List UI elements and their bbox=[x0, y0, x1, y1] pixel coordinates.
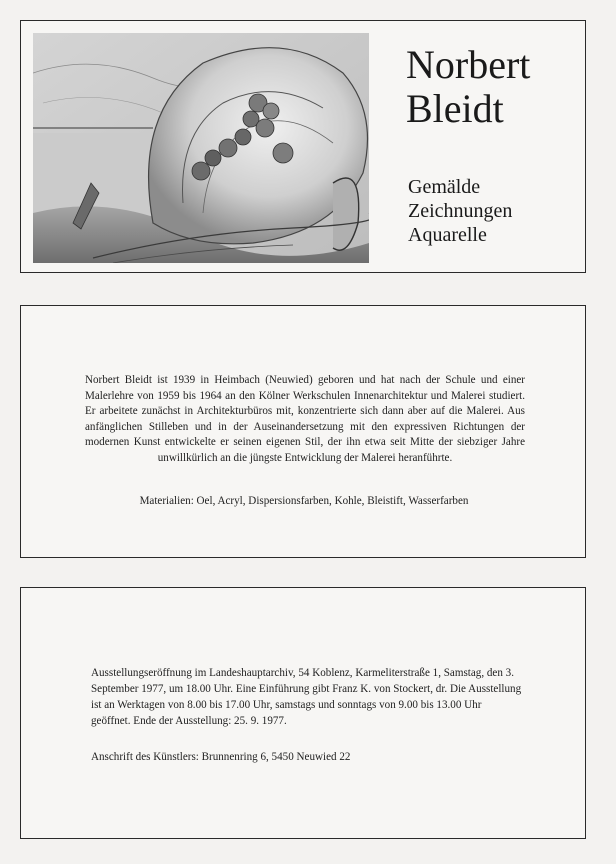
artist-address-text: Anschrift des Künstlers: Brunnenring 6, 5450 Neuwied 22 bbox=[91, 751, 351, 763]
media-item: Zeichnungen bbox=[408, 200, 513, 222]
artwork-drawing bbox=[33, 33, 369, 263]
media-item: Aquarelle bbox=[408, 224, 487, 246]
artist-last-name: Bleidt bbox=[406, 86, 504, 131]
media-list bbox=[408, 175, 578, 247]
biography-text: Norbert Bleidt ist 1939 in Heimbach (Neuwied) geboren und hat nach der Schule und einer Malerlehre von 1959 bis 1964 an den Kölner Werkschulen Innenarchitektur und Malerei studiert. Er arbeitete zunächst in Architekturbüros mit, konzentrierte sich dann aber auf die Malerei. Aus anfänglichen Stilleben und in der Auseinandersetzung mit den expressiven Richtungen der modernen Kunst entwickelte er seinen eigenen Stil, der ihn etwa seit Mitte der siebziger Jahre unwillkürlich an die jüngste Entwicklung der Malerei heranführte. bbox=[85, 374, 525, 464]
exhibition-panel bbox=[20, 587, 586, 839]
artwork-image bbox=[33, 33, 369, 263]
header-panel bbox=[20, 20, 586, 273]
artist-name bbox=[406, 43, 581, 131]
media-item: Gemälde bbox=[408, 176, 481, 198]
artist-first-name: Norbert bbox=[406, 42, 531, 87]
exhibition-opening-text: Ausstellungseröffnung im Landeshauptarchiv, 54 Koblenz, Karmeliterstraße 1, Samstag, den 3. September 1977, um 18.00 Uhr. Eine Einführung gibt Franz K. von Stockert, dr. Die Ausstellung ist an Werktagen von 8.00 bis 17.00 Uhr, samstags und sonntags von 9.00 bis 13.00 Uhr geöffnet. Ende der Ausstellung: 25. 9. 1977. bbox=[91, 667, 522, 727]
materials-text: Materialien: Oel, Acryl, Dispersionsfarben, Kohle, Bleistift, Wasserfarben bbox=[139, 495, 469, 507]
biography-panel bbox=[20, 305, 586, 558]
